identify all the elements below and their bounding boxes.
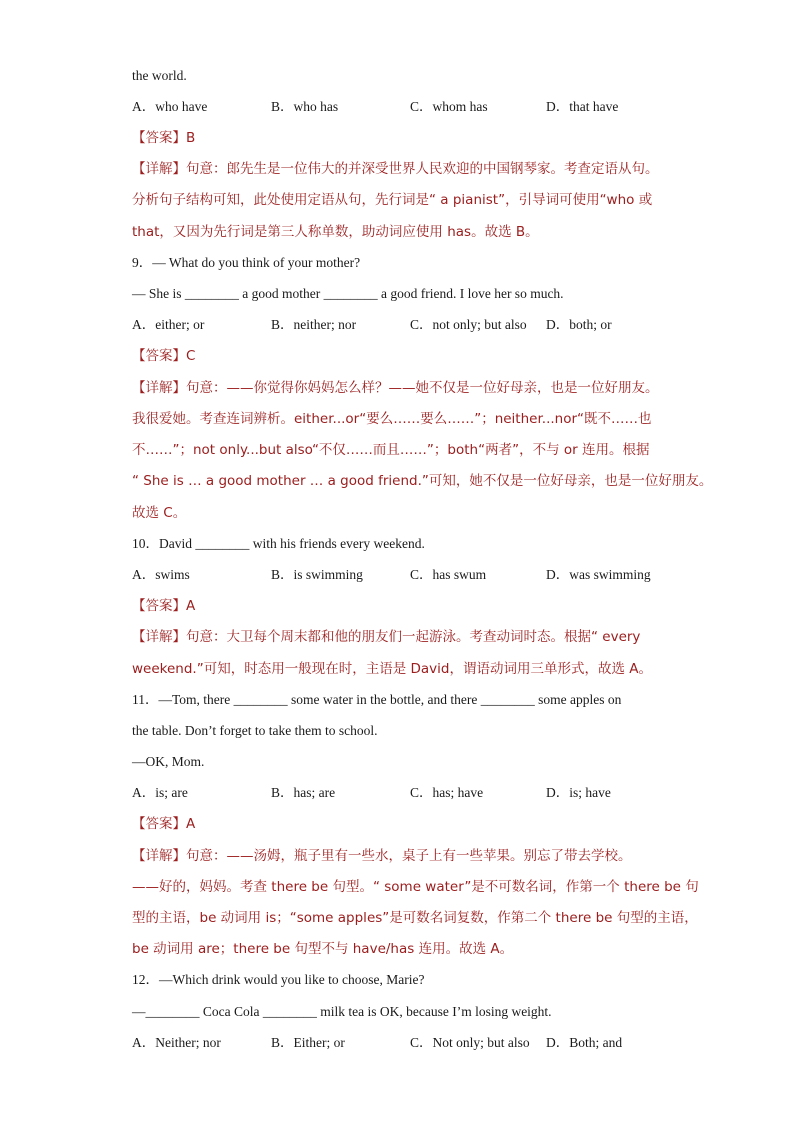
explanation-10-line1: 【详解】句意：大卫每个周末都和他的朋友们一起游泳。考查动词时态。根据“ every [132, 629, 641, 645]
explanation-11-line3: 型的主语，be 动词用 is；“some apples”是可数名词复数，作第二个 there be 句型的主语， [132, 910, 698, 926]
question-11-stem-line2: the table. Don’t forget to take them to school. [132, 723, 378, 738]
option-c: C．Not only; but also [410, 1035, 530, 1050]
explanation-9-line1: 【详解】句意：——你觉得你妈妈怎么样？——她不仅是一位好母亲，也是一位好朋友。 [132, 380, 659, 396]
question-9-stem: 9．— What do you think of your mother? [132, 255, 361, 270]
explanation-11-line1: 【详解】句意：——汤姆，瓶子里有一些水，桌子上有一些苹果。别忘了带去学校。 [132, 848, 632, 864]
option-b: B．neither; nor [271, 317, 357, 332]
explanation-11-line2: ——好的，妈妈。考查 there be 句型。“ some water”是不可数名词，作第一个 there be 句 [132, 879, 699, 895]
answer-8: 【答案】B [132, 130, 196, 146]
explanation-11-line4: be 动词用 are；there be 句型不与 have/has 连用。故选 A。 [132, 941, 514, 957]
option-d: D．both; or [546, 317, 612, 332]
question-8-stem-tail: the world. [132, 68, 187, 83]
option-b: B．who has [271, 99, 339, 114]
option-b: B．is swimming [271, 567, 363, 582]
option-a: A．Neither; nor [132, 1035, 221, 1050]
explanation-8-line2: 分析句子结构可知，此处使用定语从句，先行词是“ a pianist”，引导词可使用“who 或 [132, 192, 653, 208]
option-d: D．Both; and [546, 1035, 623, 1050]
answer-11: 【答案】A [132, 816, 196, 832]
question-12-stem: 12．—Which drink would you like to choose, Marie? [132, 972, 425, 987]
option-a: A．swims [132, 567, 190, 582]
explanation-9-line2: 我很爱她。考查连词辨析。either...or“要么……要么……”；neither...nor“既不……也 [132, 411, 652, 427]
option-a: A．is; are [132, 785, 188, 800]
explanation-8-line3: that，又因为先行词是第三人称单数，助动词应使用 has。故选 B。 [132, 224, 539, 240]
explanation-9-line4: “ She is … a good mother … a good friend.”可知，她不仅是一位好母亲，也是一位好朋友。 [132, 473, 713, 489]
question-12-dialogue: —________ Coca Cola ________ milk tea is OK, because I’m losing weight. [132, 1004, 552, 1019]
question-11-reply: —OK, Mom. [132, 754, 205, 769]
question-10-stem: 10．David ________ with his friends every weekend. [132, 536, 425, 551]
option-d: D．was swimming [546, 567, 651, 582]
explanation-8-line1: 【详解】句意：郎先生是一位伟大的并深受世界人民欢迎的中国钢琴家。考查定语从句。 [132, 161, 659, 177]
question-9-dialogue: — She is ________ a good mother ________ a good friend. I love her so much. [132, 286, 564, 301]
explanation-9-line3: 不……”；not only...but also“不仅……而且……”；both“两者”，不与 or 连用。根据 [132, 442, 650, 458]
answer-10: 【答案】A [132, 598, 196, 614]
option-a: A．who have [132, 99, 208, 114]
option-d: D．is; have [546, 785, 611, 800]
option-b: B．Either; or [271, 1035, 345, 1050]
option-c: C．has; have [410, 785, 484, 800]
option-b: B．has; are [271, 785, 336, 800]
option-d: D．that have [546, 99, 619, 114]
option-a: A．either; or [132, 317, 205, 332]
option-c: C．has swum [410, 567, 487, 582]
explanation-10-line2: weekend.”可知，时态用一般现在时，主语是 David，谓语动词用三单形式，故选 A。 [132, 661, 652, 677]
explanation-9-line5: 故选 C。 [132, 505, 187, 521]
answer-9: 【答案】C [132, 348, 196, 364]
option-c: C．whom has [410, 99, 488, 114]
option-c: C．not only; but also [410, 317, 527, 332]
question-11-stem-line1: 11．—Tom, there ________ some water in the bottle, and there ________ some apples on [132, 692, 622, 707]
